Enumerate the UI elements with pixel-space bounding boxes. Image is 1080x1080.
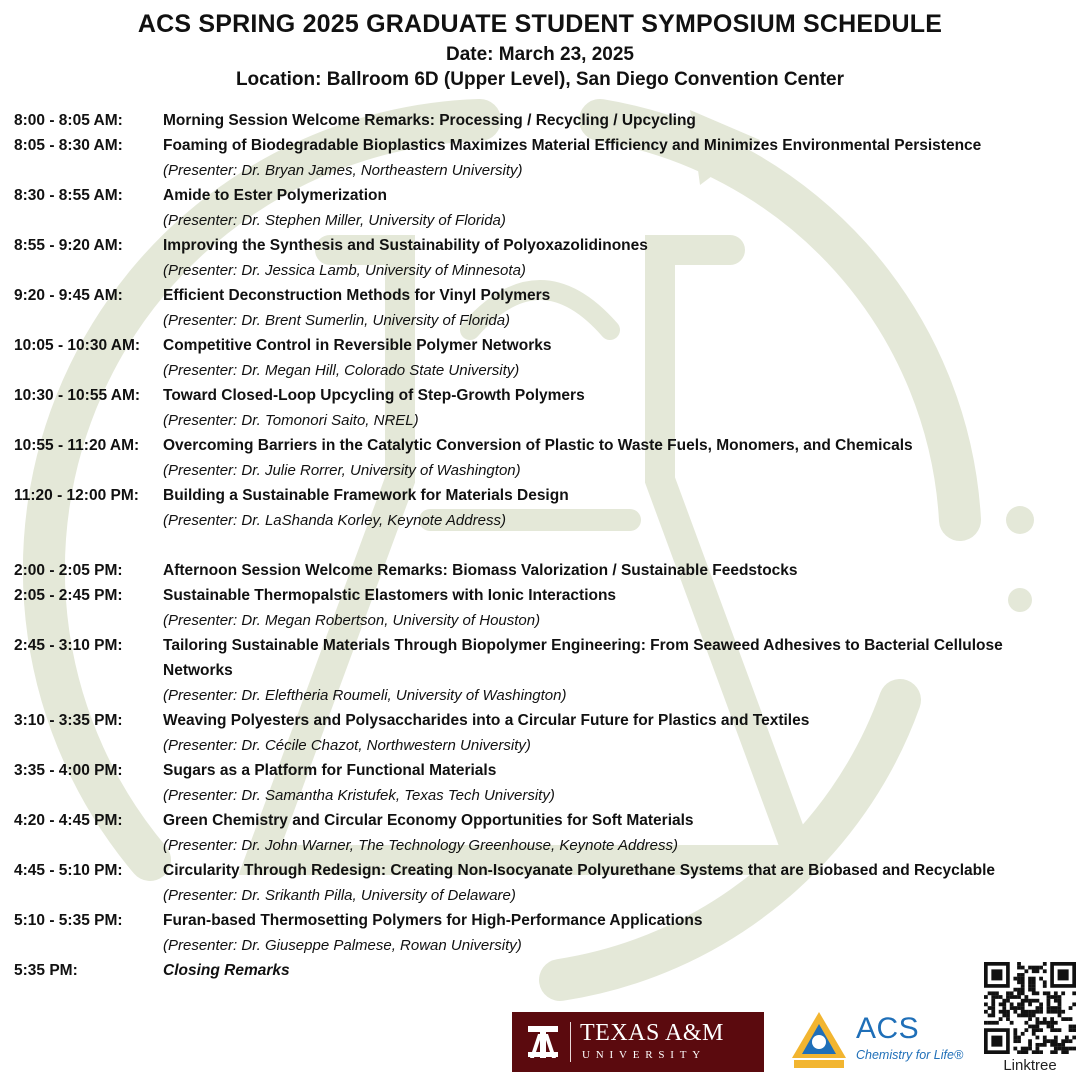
talk-title: Circularity Through Redesign: Creating Non-Isocyanate Polyurethane Systems that are Biobased and Recyclable xyxy=(163,862,996,879)
session-time: 10:30 - 10:55 AM: xyxy=(14,387,141,404)
texas-am-logo xyxy=(512,1012,764,1072)
presenter-line: (Presenter: Dr. Julie Rorrer, University of Washington) xyxy=(163,462,521,479)
session-time: 8:05 - 8:30 AM: xyxy=(14,137,123,154)
schedule-item xyxy=(14,958,1064,983)
session-time: 8:00 - 8:05 AM: xyxy=(14,112,123,129)
tamu-divider xyxy=(570,1022,571,1062)
presenter-line: (Presenter: Dr. Megan Hill, Colorado State University) xyxy=(163,362,520,379)
talk-title: Morning Session Welcome Remarks: Processing / Recycling / Upcycling xyxy=(163,112,696,129)
session-time: 4:45 - 5:10 PM: xyxy=(14,862,123,879)
session-time: 3:35 - 4:00 PM: xyxy=(14,762,123,779)
presenter-line: (Presenter: Dr. Samantha Kristufek, Texas Tech University) xyxy=(163,787,555,804)
session-time: 5:35 PM: xyxy=(14,962,78,979)
presenter-line: (Presenter: Dr. Tomonori Saito, NREL) xyxy=(163,412,419,429)
acs-logo xyxy=(786,1008,976,1076)
session-time: 2:05 - 2:45 PM: xyxy=(14,587,123,604)
event-date: Date: March 23, 2025 xyxy=(446,44,634,65)
talk-title: Efficient Deconstruction Methods for Vinyl Polymers xyxy=(163,287,551,304)
talk-title: Closing Remarks xyxy=(163,962,290,979)
presenter-line: (Presenter: Dr. Stephen Miller, University of Florida) xyxy=(163,212,506,229)
talk-title: Competitive Control in Reversible Polymer Networks xyxy=(163,337,552,354)
presenter-line: (Presenter: Dr. Bryan James, Northeastern University) xyxy=(163,162,523,179)
schedule-item xyxy=(14,283,1064,333)
qr-caption: Linktree xyxy=(1003,1057,1057,1074)
talk-title: Toward Closed-Loop Upcycling of Step-Growth Polymers xyxy=(163,387,585,404)
schedule-item xyxy=(14,633,1064,708)
presenter-line: (Presenter: Dr. Jessica Lamb, University of Minnesota) xyxy=(163,262,526,279)
presenter-line: (Presenter: Dr. Giuseppe Palmese, Rowan University) xyxy=(163,937,522,954)
talk-title: Furan-based Thermosetting Polymers for High-Performance Applications xyxy=(163,912,703,929)
session-time: 3:10 - 3:35 PM: xyxy=(14,712,123,729)
session-gap xyxy=(14,533,1064,558)
qr-code-icon[interactable] xyxy=(984,962,1076,1054)
schedule-item xyxy=(14,583,1064,633)
session-time: 4:20 - 4:45 PM: xyxy=(14,812,123,829)
talk-title: Building a Sustainable Framework for Materials Design xyxy=(163,487,569,504)
presenter-line: (Presenter: Dr. Srikanth Pilla, University of Delaware) xyxy=(163,887,516,904)
talk-title: Green Chemistry and Circular Economy Opportunities for Soft Materials xyxy=(163,812,694,829)
session-time: 2:45 - 3:10 PM: xyxy=(14,637,123,654)
tamu-university: UNIVERSITY xyxy=(582,1049,706,1061)
talk-title: Foaming of Biodegradable Bioplastics Maximizes Material Efficiency and Minimizes Environmental Persistence xyxy=(163,137,982,154)
talk-title: Improving the Synthesis and Sustainability of Polyoxazolidinones xyxy=(163,237,648,254)
session-time: 5:10 - 5:35 PM: xyxy=(14,912,123,929)
schedule-item xyxy=(14,908,1064,958)
schedule-item xyxy=(14,858,1064,908)
event-location: Location: Ballroom 6D (Upper Level), San Diego Convention Center xyxy=(235,69,845,90)
presenter-line: (Presenter: Dr. LaShanda Korley, Keynote Address) xyxy=(163,512,506,529)
talk-title: Sugars as a Platform for Functional Materials xyxy=(163,762,497,779)
schedule-item xyxy=(14,383,1064,433)
schedule-item xyxy=(14,108,1064,133)
schedule-item xyxy=(14,333,1064,383)
schedule-item xyxy=(14,133,1064,183)
presenter-line: (Presenter: Dr. Cécile Chazot, Northwestern University) xyxy=(163,737,531,754)
schedule-item xyxy=(14,808,1064,858)
page-title: ACS SPRING 2025 GRADUATE STUDENT SYMPOSIUM SCHEDULE xyxy=(137,10,943,38)
talk-title: Weaving Polyesters and Polysaccharides into a Circular Future for Plastics and Textiles xyxy=(163,712,810,729)
session-time: 9:20 - 9:45 AM: xyxy=(14,287,123,304)
session-time: 8:55 - 9:20 AM: xyxy=(14,237,123,254)
schedule-item xyxy=(14,483,1064,533)
presenter-line: (Presenter: Dr. Eleftheria Roumeli, University of Washington) xyxy=(163,687,567,704)
schedule-item xyxy=(14,233,1064,283)
tamu-name: TEXAS A&M xyxy=(580,1020,724,1046)
session-time: 8:30 - 8:55 AM: xyxy=(14,187,123,204)
session-time: 11:20 - 12:00 PM: xyxy=(14,487,139,504)
schedule-item xyxy=(14,708,1064,758)
schedule-item xyxy=(14,433,1064,483)
talk-title: Tailoring Sustainable Materials Through Biopolymer Engineering: From Seaweed Adhesives to Bacterial Cellulose Networks xyxy=(163,637,1003,679)
page-header xyxy=(0,6,1080,92)
acs-tagline: Chemistry for Life® xyxy=(856,1048,964,1062)
schedule-list xyxy=(14,108,1064,983)
session-time: 10:55 - 11:20 AM: xyxy=(14,437,140,454)
presenter-line: (Presenter: Dr. Megan Robertson, University of Houston) xyxy=(163,612,541,629)
acs-name: ACS xyxy=(856,1012,920,1045)
session-time: 2:00 - 2:05 PM: xyxy=(14,562,123,579)
presenter-line: (Presenter: Dr. Brent Sumerlin, University of Florida) xyxy=(163,312,511,329)
talk-title: Amide to Ester Polymerization xyxy=(163,187,387,204)
session-time: 10:05 - 10:30 AM: xyxy=(14,337,141,354)
talk-title: Afternoon Session Welcome Remarks: Biomass Valorization / Sustainable Feedstocks xyxy=(163,562,798,579)
schedule-item xyxy=(14,183,1064,233)
talk-title: Overcoming Barriers in the Catalytic Conversion of Plastic to Waste Fuels, Monomers, and Chemicals xyxy=(163,437,913,454)
schedule-item xyxy=(14,558,1064,583)
schedule-item xyxy=(14,758,1064,808)
talk-title: Sustainable Thermopalstic Elastomers with Ionic Interactions xyxy=(163,587,617,604)
acs-emblem-icon xyxy=(786,1008,852,1074)
tamu-atm-mark-icon xyxy=(526,1024,560,1060)
presenter-line: (Presenter: Dr. John Warner, The Technology Greenhouse, Keynote Address) xyxy=(163,837,678,854)
